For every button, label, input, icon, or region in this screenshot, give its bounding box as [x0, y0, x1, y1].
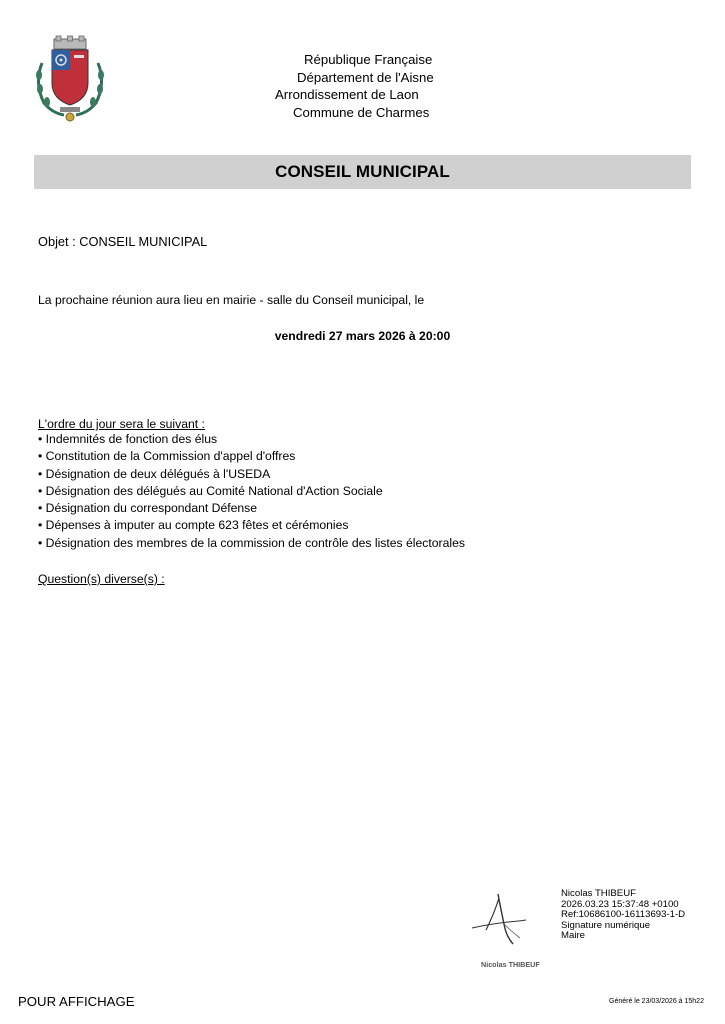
header-country: République Française [304, 52, 433, 67]
signer-role: Maire [561, 930, 585, 941]
agenda-item: • Désignation des délégués au Comité National d'Action Sociale [38, 483, 383, 498]
agenda-item: • Indemnités de fonction des élus [38, 432, 218, 446]
document-title: CONSEIL MUNICIPAL [275, 162, 450, 181]
signer-name: Nicolas THIBEUF [561, 888, 636, 899]
title-banner [34, 155, 691, 189]
header-department: Département de l'Aisne [297, 69, 434, 85]
generated-date: Généré le 23/03/2026 à 15h22 [609, 998, 704, 1005]
header-commune: Commune de Charmes [293, 104, 430, 120]
signature-type: Signature numérique [561, 919, 651, 931]
coat-of-arms-icon [30, 33, 110, 123]
digital-signature-block [561, 889, 685, 942]
agenda-item: • Désignation des membres de la commission de contrôle des listes électorales [38, 535, 465, 550]
header-arrondissement: Arrondissement de Laon [275, 87, 419, 102]
agenda-item: • Constitution de la Commission d'appel d'offres [38, 449, 296, 464]
signature-timestamp: 2026.03.23 15:37:48 +0100 [561, 898, 679, 910]
agenda-item: • Désignation de deux délégués à l'USEDA [38, 466, 271, 481]
handwritten-signature-icon [468, 890, 528, 950]
agenda-title: L'ordre du jour sera le suivant : [38, 417, 205, 431]
signature-reference: Ref:10686100-16113693-1-D [561, 909, 686, 920]
subject-line: Objet : CONSEIL MUNICIPAL [38, 234, 208, 249]
signature-caption: Nicolas THIBEUF [481, 960, 540, 969]
meeting-datetime: vendredi 27 mars 2026 à 20:00 [274, 329, 451, 343]
agenda-item: • Désignation du correspondant Défense [38, 501, 258, 516]
agenda-list [38, 431, 465, 552]
meeting-intro: La prochaine réunion aura lieu en mairie - salle du Conseil municipal, le [38, 293, 425, 307]
agenda-item: • Dépenses à imputer au compte 623 fêtes et cérémonies [38, 518, 349, 533]
posting-label: POUR AFFICHAGE [18, 994, 135, 1009]
other-questions-heading: Question(s) diverse(s) : [38, 572, 165, 586]
